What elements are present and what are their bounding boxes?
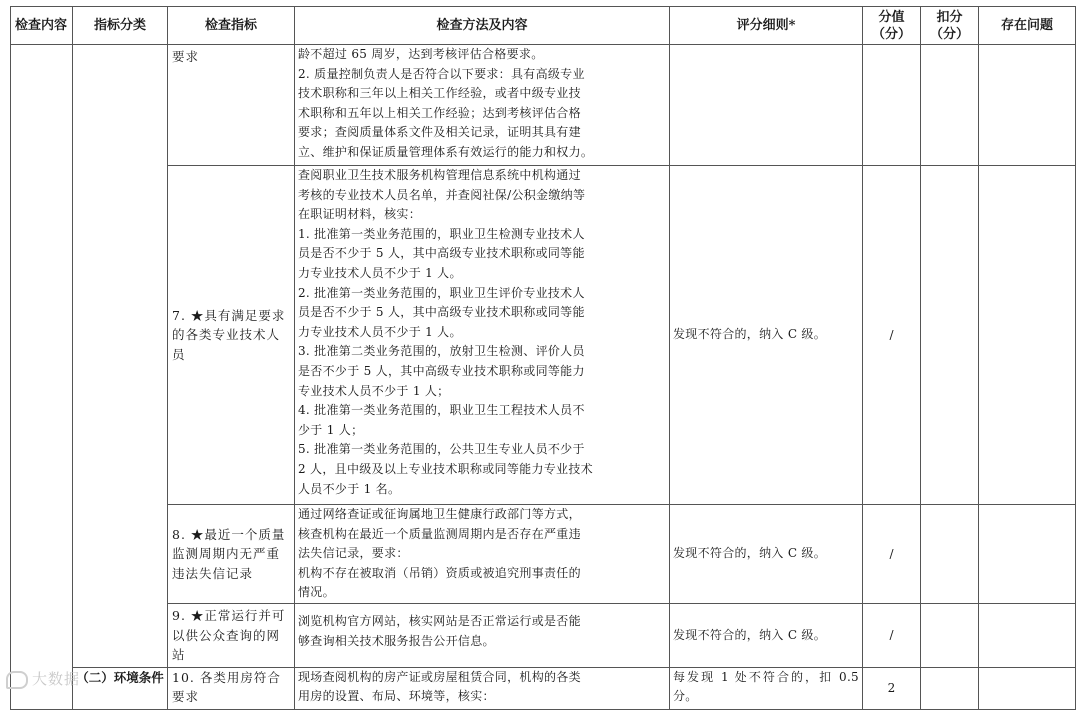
- indicator-cell: 要求: [168, 45, 295, 166]
- table-row: [11, 667, 1076, 709]
- method-line: 核查机构在最近一个质量监测周期内是否存在严重违: [298, 526, 581, 541]
- table-row: [11, 45, 1076, 166]
- method-line: 现场查阅机构的房产证或房屋租赁合同，机构的各类: [298, 669, 581, 684]
- issue-cell: [979, 603, 1076, 667]
- method-line: 龄不超过 65 周岁，达到考核评估合格要求。: [298, 47, 544, 61]
- method-line: 立、维护和保证质量管理体系有效运行的能力和权力。: [298, 144, 594, 159]
- header-method-content: 检查方法及内容: [295, 7, 670, 45]
- method-line: 通过网络查证或征询属地卫生健康行政部门等方式，: [298, 507, 581, 521]
- rule-cell: 每发现 1 处不符合的，扣 0.5 分。: [670, 667, 863, 709]
- rule-cell: 发现不符合的，纳入 C 级。: [670, 505, 863, 604]
- issue-cell: [979, 505, 1076, 604]
- header-issues: 存在问题: [979, 7, 1076, 45]
- method-line: 员是否不少于 5 人，其中高级专业技术职称或同等能: [298, 305, 585, 320]
- method-line: 考核的专业技术人员名单，并查阅社保/公积金缴纳等: [298, 187, 586, 202]
- header-deduction: 扣分（分）: [921, 7, 979, 45]
- category-cell: [73, 45, 168, 668]
- method-line: 专业技术人员不少于 1 人；: [298, 383, 450, 398]
- method-line: 情况。: [298, 585, 335, 600]
- method-line: 2 人，且中级及以上专业技术职称或同等能力专业技术: [298, 461, 593, 476]
- table-row: [11, 603, 1076, 667]
- method-line: 员是否不少于 5 人，其中高级专业技术职称或同等能: [298, 246, 585, 261]
- deduct-cell: [921, 667, 979, 709]
- deduct-cell: [921, 505, 979, 604]
- header-row: [11, 7, 1076, 45]
- method-line: 查阅职业卫生技术服务机构管理信息系统中机构通过: [298, 168, 581, 182]
- score-cell: /: [863, 603, 921, 667]
- inspection-table: [10, 6, 1076, 710]
- method-line: 3. 批准第二类业务范围的，放射卫生检测、评价人员: [298, 344, 585, 359]
- inspection-content-cell: [11, 45, 73, 710]
- method-cell: [295, 667, 670, 709]
- score-cell: 2: [863, 667, 921, 709]
- method-line: 够查询相关技术服务报告公开信息。: [298, 633, 495, 648]
- deduct-cell: [921, 166, 979, 505]
- rule-cell: 发现不符合的，纳入 C 级。: [670, 603, 863, 667]
- indicator-cell: 8. ★最近一个质量监测周期内无严重违法失信记录: [168, 505, 295, 604]
- header-scoring-rules: 评分细则*: [670, 7, 863, 45]
- method-line: 法失信记录，要求：: [298, 546, 409, 561]
- method-line: 机构不存在被取消（吊销）资质或被追究刑事责任的: [298, 565, 581, 580]
- score-cell: [863, 45, 921, 166]
- category-cell: （二）环境条件: [73, 667, 168, 709]
- method-line: 用房的设置、布局、环境等，核实：: [298, 689, 495, 704]
- rule-cell: 发现不符合的，纳入 C 级。: [670, 166, 863, 505]
- method-cell: [295, 603, 670, 667]
- method-line: 2. 批准第一类业务范围的，职业卫生评价专业技术人: [298, 285, 585, 300]
- indicator-cell: 9. ★正常运行并可以供公众查询的网站: [168, 603, 295, 667]
- method-line: 5. 批准第一类业务范围的，公共卫生专业人员不少于: [298, 442, 585, 457]
- issue-cell: [979, 45, 1076, 166]
- watermark-text: 大数据: [32, 670, 81, 688]
- score-cell: /: [863, 166, 921, 505]
- method-line: 术职称和五年以上相关工作经验；达到考核评估合格: [298, 105, 581, 120]
- method-line: 在职证明材料，核实：: [298, 207, 422, 222]
- method-cell: [295, 45, 670, 166]
- header-indicator-category: 指标分类: [73, 7, 168, 45]
- method-line: 人员不少于 1 名。: [298, 481, 401, 496]
- method-line: 浏览机构官方网站，核实网站是否正常运行或是否能: [298, 613, 581, 628]
- issue-cell: [979, 667, 1076, 709]
- header-score: 分值（分）: [863, 7, 921, 45]
- method-line: 少于 1 人；: [298, 422, 364, 437]
- table-row: [11, 505, 1076, 604]
- method-line: 是否不少于 5 人，其中高级专业技术职称或同等能力: [298, 363, 585, 378]
- method-line: 力专业技术人员不少于 1 人。: [298, 324, 462, 339]
- indicator-cell: 10. 各类用房符合要求: [168, 667, 295, 709]
- method-line: 1. 批准第一类业务范围的，职业卫生检测专业技术人: [298, 226, 585, 241]
- method-line: 力专业技术人员不少于 1 人。: [298, 265, 462, 280]
- watermark: [6, 668, 80, 689]
- method-cell: [295, 505, 670, 604]
- header-indicator: 检查指标: [168, 7, 295, 45]
- indicator-cell: 7. ★具有满足要求的各类专业技术人员: [168, 166, 295, 505]
- method-cell: [295, 166, 670, 505]
- table-row: [11, 166, 1076, 505]
- score-cell: /: [863, 505, 921, 604]
- issue-cell: [979, 166, 1076, 505]
- method-line: 2. 质量控制负责人是否符合以下要求：具有高级专业: [298, 66, 585, 81]
- rule-cell: [670, 45, 863, 166]
- method-line: 4. 批准第一类业务范围的，职业卫生工程技术人员不: [298, 403, 585, 418]
- chat-bubble-icon: [6, 671, 28, 689]
- method-line: 要求；查阅质量体系文件及相关记录，证明其具有建: [298, 125, 581, 140]
- deduct-cell: [921, 603, 979, 667]
- header-inspection-content: 检查内容: [11, 7, 73, 45]
- deduct-cell: [921, 45, 979, 166]
- method-line: 技术职称和三年以上相关工作经验，或者中级专业技: [298, 86, 581, 101]
